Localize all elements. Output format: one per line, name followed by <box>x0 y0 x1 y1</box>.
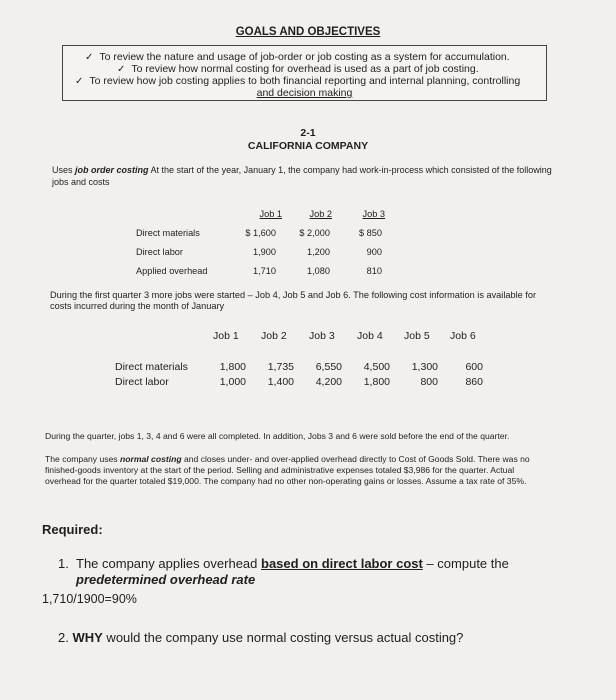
table2-cell: 600 <box>465 361 483 373</box>
table2-cell: 800 <box>420 376 438 388</box>
table1-row-label: Direct labor <box>136 247 183 257</box>
table1-cell: 1,080 <box>307 266 330 276</box>
table2-header: Job 1 <box>213 330 239 342</box>
case-intro: Uses job order costing At the start of the year, January 1, the company had work-in-process which consisted of the following jobs and costs <box>52 165 552 187</box>
question-1: 1. The company applies overhead based on direct labor cost – compute the predetermined overhead rate <box>58 556 509 587</box>
table2-header: Job 2 <box>261 330 287 342</box>
table1-cell: $ 850 <box>359 228 382 238</box>
completed-jobs-paragraph: During the quarter, jobs 1, 3, 4 and 6 were all completed. In addition, Jobs 3 and 6 were sold before the end of the quarter. <box>45 431 510 441</box>
goal-text-1: To review the nature and usage of job-order or job costing as a system for accumulation. <box>99 51 510 63</box>
check-icon: ✓ <box>117 64 126 75</box>
table2-cell: 4,500 <box>363 361 390 373</box>
table1-header: Job 1 <box>259 209 282 219</box>
table2-row-label: Direct materials <box>115 361 188 373</box>
table2-cell: 1,000 <box>219 376 246 388</box>
table1-row-label: Direct materials <box>136 228 200 238</box>
table2-header: Job 3 <box>309 330 335 342</box>
question-1-number: 1. <box>58 556 69 571</box>
normal-costing-paragraph: The company uses normal costing and closes under- and over-applied overhead directly to Cost of Goods Sold. There was no finished-goods inventory at the start of the period. Selling and administrative expenses totaled $3,986 for the quarter. Actual overhead for the quarter totaled $19,000. The company had no other non-operating gains or losses. Assume a tax rate of 35%. <box>45 454 530 486</box>
required-heading: Required: <box>42 522 103 537</box>
table2-cell: 1,800 <box>219 361 246 373</box>
table1-row-label: Applied overhead <box>136 266 208 276</box>
table2-header: Job 4 <box>357 330 383 342</box>
table2-cell: 1,300 <box>411 361 438 373</box>
table1-cell: 1,200 <box>307 247 330 257</box>
table1-cell: 900 <box>366 247 382 257</box>
table1-header: Job 2 <box>309 209 332 219</box>
table1-cell: 1,710 <box>253 266 276 276</box>
table2-cell: 860 <box>465 376 483 388</box>
quarter-paragraph: During the first quarter 3 more jobs were started – Job 4, Job 5 and Job 6. The following cost information is available for costs incurred during the month of January <box>50 290 536 311</box>
table2-cell: 1,800 <box>363 376 390 388</box>
table1-cell: 810 <box>366 266 382 276</box>
table2-cell: 4,200 <box>315 376 342 388</box>
table2-row-label: Direct labor <box>115 376 169 388</box>
question-2: 2. WHY would the company use normal costing versus actual costing? <box>58 630 464 645</box>
table2-header: Job 6 <box>450 330 476 342</box>
table1-cell: 1,900 <box>253 247 276 257</box>
answer-1: 1,710/1900=90% <box>42 592 137 606</box>
goal-text-3-cont: and decision making <box>256 87 353 99</box>
table2-cell: 1,400 <box>267 376 294 388</box>
table1-cell: $ 1,600 <box>245 228 276 238</box>
table1-header: Job 3 <box>362 209 385 219</box>
check-icon: ✓ <box>85 52 94 63</box>
table1-cell: $ 2,000 <box>299 228 330 238</box>
table2-header: Job 5 <box>404 330 430 342</box>
goal-text-3: To review how job costing applies to both financial reporting and internal planning, controlling <box>89 75 521 87</box>
goal-text-2: To review how normal costing for overhead is used as a part of job costing. <box>131 63 479 75</box>
goals-box <box>62 45 547 101</box>
table2-cell: 1,735 <box>267 361 294 373</box>
case-company: CALIFORNIA COMPANY <box>247 140 369 152</box>
page-title: GOALS AND OBJECTIVES <box>235 26 381 38</box>
check-icon: ✓ <box>75 76 84 87</box>
table2-cell: 6,550 <box>315 361 342 373</box>
case-number: 2-1 <box>300 127 316 139</box>
question-2-number: 2. <box>58 630 69 645</box>
